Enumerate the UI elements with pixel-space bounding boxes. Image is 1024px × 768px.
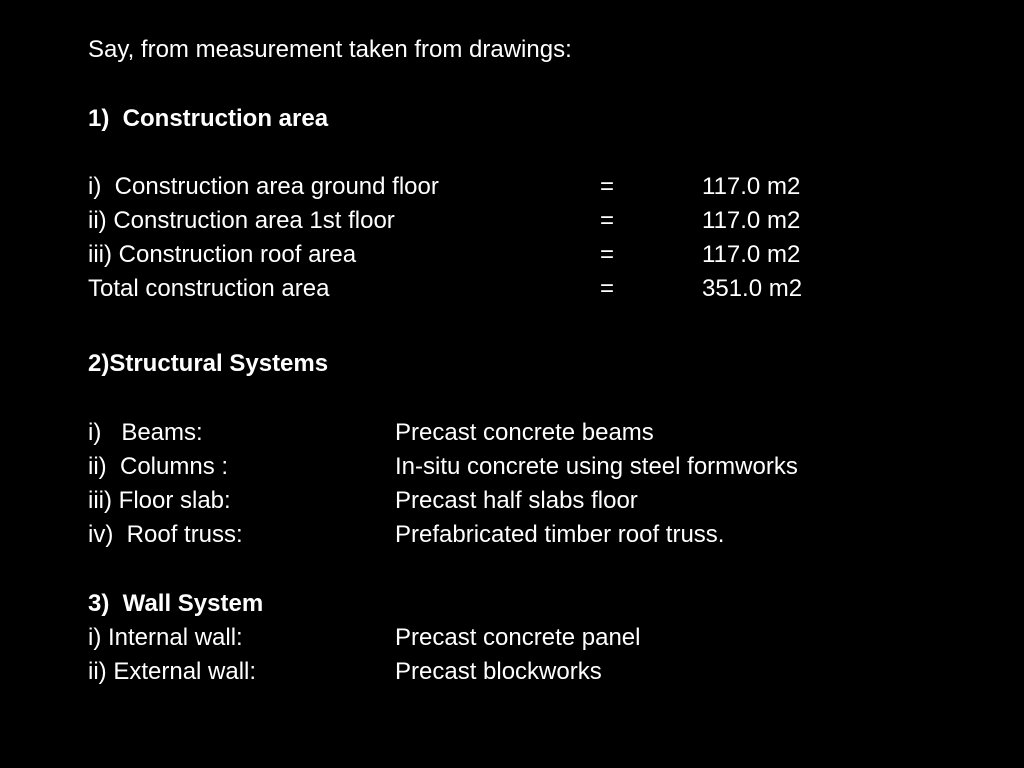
wall-row-internal: [88, 621, 988, 655]
construction-row-roof: [88, 238, 988, 272]
equals-sign: =: [600, 241, 615, 268]
row-label: Total construction area: [88, 275, 330, 302]
construction-row-ground-floor: [88, 170, 988, 204]
structural-row-floor-slab: [88, 484, 988, 518]
row-label: iii) Construction roof area: [88, 241, 357, 268]
row-label: ii) Columns :: [88, 453, 229, 480]
structural-row-beams: [88, 416, 988, 450]
row-label: iii) Floor slab:: [88, 487, 231, 514]
row-description: Prefabricated timber roof truss.: [395, 521, 725, 548]
area-value: 117.0 m2: [702, 241, 801, 268]
row-label: ii) Construction area 1st floor: [88, 207, 395, 234]
row-label: i) Beams:: [88, 419, 203, 446]
equals-sign: =: [600, 275, 615, 302]
structural-row-roof-truss: [88, 518, 988, 552]
construction-row-first-floor: [88, 204, 988, 238]
area-value: 351.0 m2: [702, 275, 803, 302]
equals-sign: =: [600, 207, 615, 234]
row-description: Precast half slabs floor: [395, 487, 638, 514]
row-label: i) Construction area ground floor: [88, 173, 439, 200]
wall-row-external: [88, 655, 988, 689]
structural-row-columns: [88, 450, 988, 484]
intro-text: Say, from measurement taken from drawings:: [88, 36, 572, 63]
equals-sign: =: [600, 173, 615, 200]
construction-row-total: [88, 272, 988, 306]
row-description: In-situ concrete using steel formworks: [395, 453, 798, 480]
row-description: Precast concrete panel: [395, 624, 641, 651]
section-heading-structural-systems: 2)Structural Systems: [88, 350, 329, 377]
row-label: iv) Roof truss:: [88, 521, 243, 548]
section-heading-construction-area: 1) Construction area: [88, 105, 329, 132]
row-description: Precast concrete beams: [395, 419, 654, 446]
section-heading-wall-system: 3) Wall System: [88, 590, 264, 617]
row-label: i) Internal wall:: [88, 624, 243, 651]
row-label: ii) External wall:: [88, 658, 257, 685]
area-value: 117.0 m2: [702, 173, 801, 200]
row-description: Precast blockworks: [395, 658, 602, 685]
area-value: 117.0 m2: [702, 207, 801, 234]
